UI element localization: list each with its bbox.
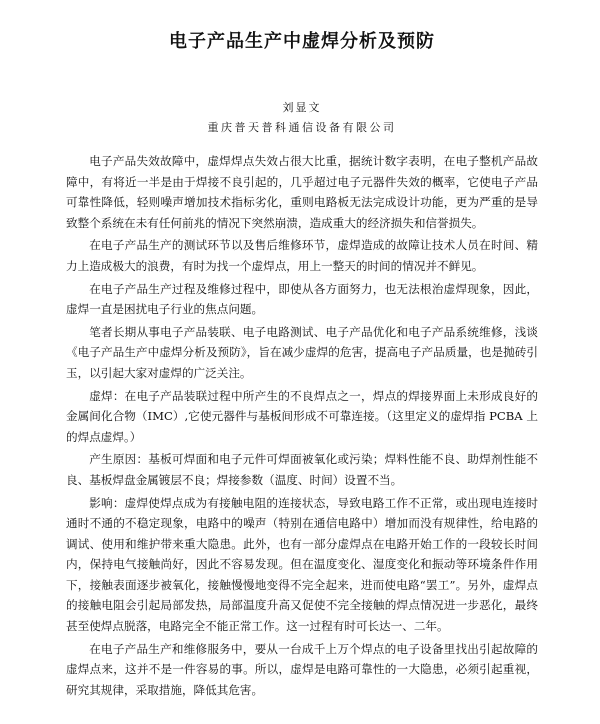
paragraph-effects: 影响：虚焊使焊点成为有接触电阻的连接状态，导致电路工作不正常，或出现电连接时通时不通的不稳定现象，电路中的噪声（特别在通信电路中）增加而没有规律性，给电路的调试、使用和维护带来重大隐患。此外，也有一部分虚焊点在电路开始工作的一段较长时间内，保持电气接触尚好，因此不容易发现。但在温度变化、湿度变化和振动等环境条件作用下，接触表面逐步被氧化，接触慢慢地变得不完全起来，进而使电路“罢工”。另外，虚焊点的接触电阻会引起局部发热，局部温度升高又促使不完全接触的焊点情况进一步恶化，最终甚至使焊点脱落，电路完全不能正常工作。这一过程有时可长达一、二年。	[66, 495, 538, 634]
paragraph-causes: 产生原因：基板可焊面和电子元件可焊面被氧化或污染；焊料性能不良、助焊剂性能不良、基板焊盘金属镀层不良；焊接参数（温度、时间）设置不当。	[66, 452, 538, 487]
document-body	[66, 151, 538, 700]
paragraph-author-purpose: 笔者长期从事电子产品装联、电子电路测试、电子产品优化和电子产品系统维修，浅谈《电子产品生产中虚焊分析及预防》，旨在减少虚焊的危害，提高电子产品质量，也是抛砖引玉，以引起大家对虚焊的广泛关注。	[66, 324, 538, 380]
document-title: 电子产品生产中虚焊分析及预防	[169, 31, 435, 52]
author-affiliation: 重庆普天普科通信设备有限公司	[207, 121, 397, 134]
paragraph-testing-waste: 在电子产品生产的测试环节以及售后维修环节，虚焊造成的故障让技术人员在时间、精力上造成极大的浪费，有时为找一个虚焊点，用上一整天的时间的情况并不鲜见。	[66, 238, 538, 273]
paragraph-industry-problem: 在电子产品生产过程及维修过程中，即使从各方面努力，也无法根治虚焊现象，因此，虚焊一直是困扰电子行业的焦点问题。	[66, 281, 538, 317]
author-name: 刘显文	[282, 101, 322, 114]
paragraph-failure-statistics: 电子产品失效故障中，虚焊焊点失效占很大比重，据统计数字表明，在电子整机产品故障中，有将近一半是由于焊接不良引起的，几乎超过电子元器件失效的概率，它使电子产品可靠性降低，轻则噪声增加技术指标劣化，重则电路板无法完成设计功能，更为严重的是导致整个系统在未有任何前兆的情况下突然崩溃，造成重大的经济损失和信誉损失。	[66, 154, 538, 230]
paragraph-definition: 虚焊：在电子产品装联过程中所产生的不良焊点之一，焊点的焊接界面上未形成良好的金属间化合物（IMC）,它使元器件与基板间形成不可靠连接。（这里定义的虚焊指 PCBA 上的焊点虚焊。）	[66, 388, 538, 444]
paragraph-conclusion: 在电子产品生产和维修服务中，要从一台成千上万个焊点的电子设备里找出引起故障的虚焊点来，这并不是一件容易的事。所以，虚焊是电路可靠性的一大隐患，必须引起重视，研究其规律，采取措施，降低其危害。	[66, 641, 538, 697]
